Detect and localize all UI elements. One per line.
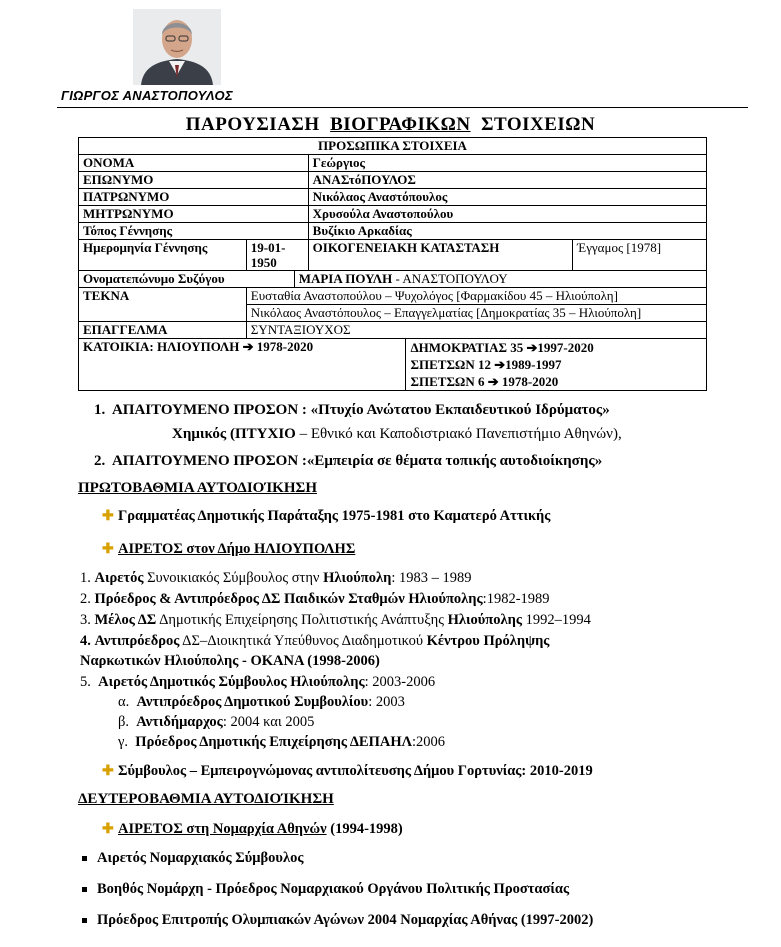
portrait-image	[133, 9, 221, 85]
arrow-bullet-icon: ✚	[102, 509, 114, 524]
list-item-4-number: 4.	[80, 633, 91, 649]
list-item-4-continued: Ναρκωτικών Ηλιούπολης - ΟΚΑΝΑ (1998-2006)	[80, 653, 380, 669]
degree-type: (ΠΤΥΧΙΟ	[229, 426, 296, 442]
primary-bullet-2	[102, 541, 355, 558]
degree-university: – Εθνικό και Καποδιστριακό Πανεπιστήμιο Αθηνών),	[295, 426, 622, 442]
list-item-1	[80, 570, 472, 587]
personal-info-table	[78, 137, 707, 391]
requirement-1-label: ΑΠΑΙΤΟΥΜΕΝΟ ΠΡΟΣΟΝ :	[111, 402, 307, 418]
spouse-name: ΜΑΡΙΑ ΠΟΥΛΗ	[298, 271, 393, 286]
sub-item-b-years: : 2004 και 2005	[222, 714, 315, 730]
sub-item-a	[118, 694, 405, 711]
value-child-2: Νικόλαος Αναστόπουλος – Επαγγελματίας [Δημοκρατίας 35 – Ηλιούπολη]	[246, 305, 706, 322]
arrow-right-icon: ➔	[526, 340, 538, 355]
arrow-right-icon: ➔	[242, 339, 254, 354]
label-profession: ΕΠΑΓΓΕΛΜΑ	[79, 322, 247, 339]
sub-item-a-bold: Αντιπρόεδρος Δημοτικού Συμβουλίου	[136, 694, 369, 710]
list-item-1-bold-2: Ηλιούπολη	[323, 570, 392, 586]
requirement-1-number: 1.	[94, 402, 106, 418]
primary-bullet-1	[102, 508, 550, 525]
list-item-2-number: 2.	[80, 591, 91, 607]
requirement-1-detail	[172, 426, 622, 443]
primary-bullet-2-text: ΑΙΡΕΤΟΣ στον Δήμο ΗΛΙΟΥΠΟΛΗΣ	[118, 541, 356, 557]
list-item-4	[80, 633, 549, 650]
list-item-2-years: :1982-1989	[482, 591, 550, 607]
address-1-street: ΔΗΜΟΚΡΑΤΙΑΣ 35	[410, 340, 524, 355]
sub-item-b-letter: β.	[118, 714, 130, 730]
list-item-2-bold: Πρόεδρος & Αντιπρόεδρος ΔΣ Παιδικών Σταθμών Ηλιούπολης	[94, 591, 483, 607]
list-item-4-bold: Αντιπρόεδρος	[94, 633, 180, 649]
list-item-3-bold: Μέλος ΔΣ	[94, 612, 157, 628]
list-item-5-number: 5.	[80, 674, 91, 690]
residence-years: 1978-2020	[256, 339, 314, 354]
secondary-bullet-1-text: ΑΙΡΕΤΟΣ στη Νομαρχία Αθηνών	[118, 821, 327, 837]
secondary-item-1	[82, 850, 303, 867]
sub-item-b	[118, 714, 314, 731]
primary-bullet-1-text: Γραμματέας Δημοτικής Παράταξης 1975-1981 στο Καματερό Αττικής	[118, 508, 551, 524]
label-surname: ΕΠΩΝΥΜΟ	[79, 172, 309, 189]
sub-item-c-bold: Πρόεδρος Δημοτικής Επιχείρησης ΔΕΠΑΗΛ	[135, 734, 413, 750]
arrow-bullet-icon: ✚	[102, 822, 114, 837]
secondary-bullet-1-years: (1994-1998)	[326, 821, 403, 837]
label-name: ΟΝΟΜΑ	[79, 155, 309, 172]
sub-item-a-year: : 2003	[368, 694, 405, 710]
label-birthplace: Τόπος Γέννησης	[79, 223, 309, 240]
value-family-status: Έγγαμος [1978]	[573, 240, 707, 271]
section-primary-heading: ΠΡΩΤΟΒΑΘΜΙΑ ΑΥΤΟΔΙΟΊΚΗΣΗ	[78, 480, 317, 496]
square-bullet-icon	[82, 887, 87, 892]
sub-item-c-letter: γ.	[118, 734, 129, 750]
arrow-right-icon: ➔	[487, 374, 499, 389]
page-title	[0, 114, 781, 136]
value-profession: ΣΥΝΤΑΞΙΟΥΧΟΣ	[246, 322, 706, 339]
sub-item-b-bold: Αντιδήμαρχος	[136, 714, 223, 730]
residence-city: ΚΑΤΟΙΚΙΑ: ΗΛΙΟΥΠΟΛΗ	[83, 339, 240, 354]
list-item-5-years: : 2003-2006	[364, 674, 436, 690]
square-bullet-icon	[82, 856, 87, 861]
requirement-1	[94, 402, 610, 419]
arrow-bullet-icon: ✚	[102, 542, 114, 557]
primary-bullet-3	[102, 763, 593, 780]
sub-item-c	[118, 734, 445, 751]
secondary-item-3	[82, 912, 593, 929]
list-item-5	[80, 674, 435, 691]
title-word-1: ΠΑΡΟΥΣΙΑΣΗ	[185, 114, 320, 135]
label-children: ΤΕΚΝΑ	[79, 288, 247, 322]
sub-item-c-year: :2006	[412, 734, 446, 750]
secondary-item-1-text: Αιρετός Νομαρχιακός Σύμβουλος	[97, 850, 304, 866]
value-addresses	[406, 339, 707, 391]
list-item-3-years: 1992–1994	[521, 612, 591, 628]
list-item-1-number: 1.	[80, 570, 91, 586]
label-father: ΠΑΤΡΩΝΥΜΟ	[79, 189, 309, 206]
arrow-bullet-icon: ✚	[102, 764, 114, 779]
value-child-1: Ευσταθία Αναστοπούλου – Ψυχολόγος [Φαρμακίδου 45 – Ηλιούπολη]	[246, 288, 706, 305]
value-surname: ΑΝΑΣτόΠΟΥΛΟΣ	[308, 172, 706, 189]
value-spouse	[294, 271, 706, 288]
degree-title: Χημικός	[172, 426, 227, 442]
person-name-caption: ΓΙΩΡΓΟΣ ΑΝΑΣΤΟΠΟΥΛΟΣ	[61, 88, 233, 103]
address-3-years: 1978-2020	[501, 374, 559, 389]
address-2	[410, 356, 702, 373]
list-item-1-text: Συνοικιακός Σύμβουλος στην	[143, 570, 324, 586]
address-1	[410, 339, 702, 356]
value-name: Γεώργιος	[308, 155, 706, 172]
arrow-right-icon: ➔	[494, 357, 506, 372]
title-word-3: ΣΤΟΙΧΕΙΩΝ	[481, 114, 596, 135]
requirement-2-label: ΑΠΑΙΤΟΥΜΕΝΟ ΠΡΟΣΟΝ :	[111, 453, 307, 469]
label-residence	[79, 339, 406, 391]
list-item-4-text: ΔΣ–Διοικητικά Υπεύθυνος Διαδημοτικού	[179, 633, 427, 649]
list-item-1-years: : 1983 – 1989	[391, 570, 472, 586]
address-1-years: 1997-2020	[537, 340, 594, 355]
requirement-2-value: «Εμπειρία σε θέματα τοπικής αυτοδιοίκησης»	[306, 453, 603, 469]
list-item-2	[80, 591, 550, 608]
secondary-item-3-text: Πρόεδρος Επιτροπής Ολυμπιακών Αγώνων 2004 Νομαρχίας Αθήνας (1997-2002)	[97, 912, 594, 928]
address-3-street: ΣΠΕΤΣΩΝ 6	[410, 374, 485, 389]
requirement-1-value: «Πτυχίο Ανώτατου Εκπαιδευτικού Ιδρύματος»	[310, 402, 610, 418]
list-item-3-text: Δημοτικής Επιχείρησης Πολιτιστικής Ανάπτυξης	[156, 612, 448, 628]
value-birthplace: Βυζίκιο Αρκαδίας	[308, 223, 706, 240]
label-spouse: Ονοματεπώνυμο Συζύγου	[79, 271, 295, 288]
address-2-street: ΣΠΕΤΣΩΝ 12	[410, 357, 491, 372]
list-item-3-bold-2: Ηλιούπολης	[447, 612, 522, 628]
header-divider	[57, 107, 748, 108]
list-item-4-bold-2: Κέντρου Πρόληψης	[426, 633, 550, 649]
profile-photo	[133, 9, 221, 85]
secondary-item-2-text: Βοηθός Νομάρχη - Πρόεδρος Νομαρχιακού Οργάνου Πολιτικής Προστασίας	[97, 881, 570, 897]
requirement-2	[94, 453, 602, 470]
value-mother: Χρυσούλα Αναστοπούλου	[308, 206, 706, 223]
title-word-2: ΒΙΟΓΡΑΦΙΚΩΝ	[330, 114, 471, 135]
value-birthdate: 19-01-1950	[246, 240, 308, 271]
address-3	[410, 373, 702, 390]
label-mother: ΜΗΤΡΩΝΥΜΟ	[79, 206, 309, 223]
list-item-3-number: 3.	[80, 612, 91, 628]
value-father: Νικόλαος Αναστόπουλος	[308, 189, 706, 206]
requirement-2-number: 2.	[94, 453, 106, 469]
address-2-years: 1989-1997	[505, 357, 562, 372]
secondary-item-2	[82, 881, 569, 898]
table-heading: ΠΡΟΣΩΠΙΚΑ ΣΤΟΙΧΕΙΑ	[79, 138, 707, 155]
label-family-status: ΟΙΚΟΓΕΝΕΙΑΚΗ ΚΑΤΑΣΤΑΣΗ	[308, 240, 573, 271]
sub-item-a-letter: α.	[118, 694, 130, 710]
label-birthdate: Ημερομηνία Γέννησης	[79, 240, 247, 271]
list-item-5-bold: Αιρετός Δημοτικός Σύμβουλος Ηλιούπολης	[98, 674, 365, 690]
list-item-1-bold: Αιρετός	[94, 570, 144, 586]
secondary-bullet-1	[102, 821, 403, 838]
section-secondary-heading: ΔΕΥΤΕΡΟΒΑΘΜΙΑ ΑΥΤΟΔΙΟΊΚΗΣΗ	[78, 791, 334, 807]
list-item-3	[80, 612, 591, 629]
spouse-surname: - ΑΝΑΣΤΟΠΟΥΛΟΥ	[392, 271, 508, 286]
square-bullet-icon	[82, 918, 87, 923]
primary-bullet-3-text: Σύμβουλος – Εμπειρογνώμονας αντιπολίτευσης Δήμου Γορτυνίας: 2010-2019	[118, 763, 593, 779]
